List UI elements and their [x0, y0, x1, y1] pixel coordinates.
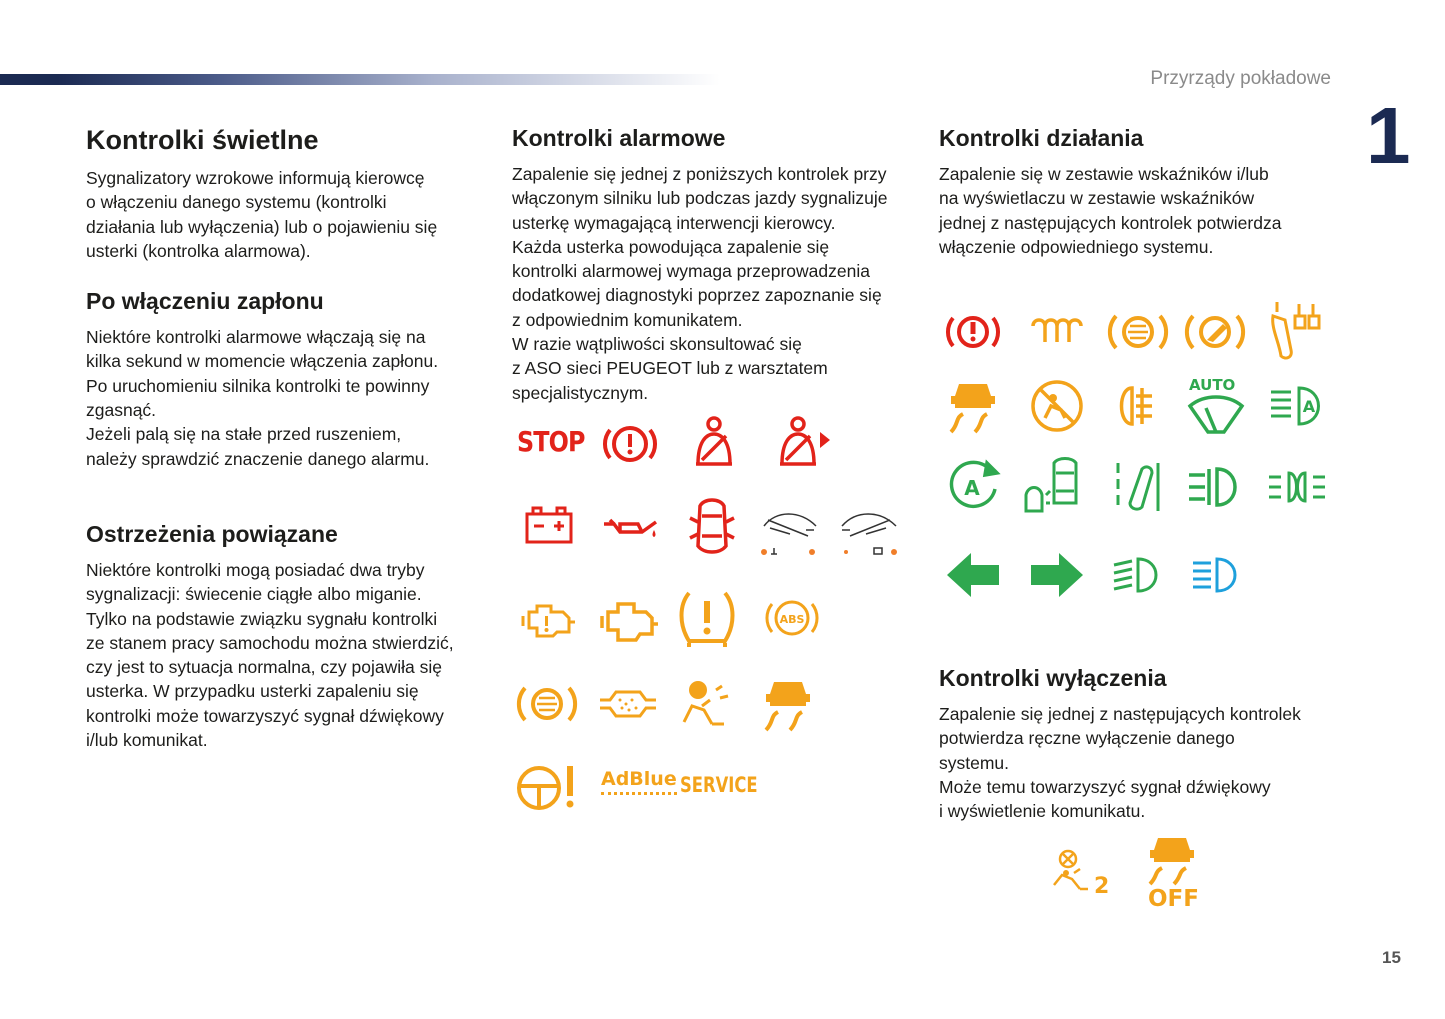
sidelights-icon	[1265, 455, 1329, 519]
page-number: 15	[1382, 948, 1401, 967]
deactivation-title: Kontrolki wyłączenia	[939, 665, 1167, 691]
tyre-pressure-icon	[675, 585, 739, 649]
airbag-off-digit: 2	[1094, 874, 1110, 899]
adblue-icon: AdBlue	[601, 768, 677, 795]
main-beam-icon	[1185, 543, 1249, 607]
warnings-text: Niektóre kontrolki mogą posiadać dwa tryby sygnalizacji: świecenie ciągłe albo miganie. Tylko na podstawie związku sygnału kontrolki ze stanem pracy samochodu można stwierdzić, czy jest to sytuacja normalna, czy pojawiła się usterka. W przypadku usterki zapaleniu się kontrolki może towarzyszyć sygnał dźwiękowy i/lub komunikat.	[86, 559, 454, 751]
blind-spot-icon	[1020, 455, 1084, 519]
coolant-temperature-icon	[756, 496, 820, 560]
column-operation	[939, 125, 1339, 259]
brake-pad-wear-icon	[515, 672, 579, 736]
passenger-seatbelt-icon	[770, 412, 834, 476]
warnings-title: Ostrzeżenia powiązane	[86, 520, 338, 547]
warning-lights-intro: Sygnalizatory wzrokowe informują kierowcę o włączeniu danego systemu (kontrolki działania lub wyłączenia) lub o pojawieniu się usterki (kontrolka alarmowa).	[86, 168, 438, 261]
brake-assist-icon	[1106, 300, 1170, 364]
preheating-icon	[1025, 300, 1089, 364]
service-icon: SERVICE	[680, 773, 758, 797]
auto-high-beam-icon	[1265, 374, 1329, 438]
engine-management-icon	[598, 588, 662, 652]
alarm-lights-title: Kontrolki alarmowe	[512, 125, 726, 151]
oil-pressure-icon	[598, 496, 662, 560]
ignition-text: Niektóre kontrolki alarmowe włączają się na kilka sekund w momencie włączenia zapłonu. Po uruchomieniu silnika kontrolki te powinny zgasnąć. Jeżeli palą się na stałe przed ruszeniem, należy sprawdzić znaczenie danego alarmu.	[86, 327, 439, 469]
airbag-icon	[676, 672, 740, 736]
airbag-off-icon	[1048, 845, 1112, 909]
auto-high-beam-letter: A	[1302, 397, 1316, 416]
deactivation-section	[939, 665, 1339, 823]
particle-filter-icon	[596, 672, 660, 736]
parking-brake-icon	[941, 300, 1005, 364]
ignition-title: Po włączeniu zapłonu	[86, 288, 324, 315]
dipped-beam-icon	[1106, 543, 1170, 607]
left-indicator-icon	[941, 543, 1005, 607]
foot-on-brake-icon	[1183, 300, 1247, 364]
operation-lights-text: Zapalenie się w zestawie wskaźników i/lub na wyświetlaczu w zestawie wskaźników jednej z następujących kontrolek potwierdza włączenie odpowiedniego systemu.	[939, 164, 1282, 257]
stop-start-letter: A	[964, 476, 980, 500]
engine-fault-icon	[517, 588, 581, 652]
rear-fog-light-icon	[1106, 374, 1170, 438]
right-indicator-icon	[1025, 543, 1089, 607]
clutch-pedal-icon	[1265, 298, 1329, 362]
brake-warning-icon	[598, 412, 662, 476]
seatbelt-icon	[680, 412, 744, 476]
auto-wiper-icon	[1184, 386, 1248, 450]
passenger-airbag-off-icon	[1025, 374, 1089, 438]
warning-lights-title: Kontrolki świetlne	[86, 125, 319, 155]
engine-oil-temperature-icon	[836, 496, 900, 560]
traction-control-icon	[941, 374, 1005, 438]
stability-control-icon	[756, 672, 820, 736]
door-open-icon	[680, 494, 744, 558]
header-gradient-bar	[0, 74, 720, 85]
front-fog-light-icon	[1183, 455, 1247, 519]
deactivation-text: Zapalenie się jednej z następujących kontrolek potwierdza ręczne wyłączenie danego systemu. Może temu towarzyszyć sygnał dźwiękowy i wyświetlenie komunikatu.	[939, 704, 1301, 822]
abs-icon	[760, 588, 824, 652]
abs-icon-label: ABS	[779, 613, 805, 626]
battery-icon	[517, 496, 581, 560]
stop-start-icon	[941, 455, 1005, 519]
traction-control-off-label: OFF	[1148, 886, 1199, 912]
lane-departure-icon	[1106, 455, 1170, 519]
alarm-lights-text: Zapalenie się jednej z poniższych kontrolek przy włączonym silniku lub podczas jazdy sygnalizuje usterkę wymagającą interwencji kierowcy. Każda usterka powodująca zapalenie się kontrolki alarmowej wymaga przeprowadzenia dodatkowej diagnostyki poprzez zapoznanie się z odpowiednim komunikatem. W razie wątpliwości skonsultować się z ASO sieci PEUGEOT lub z warsztatem specjalistycznym.	[512, 164, 888, 403]
stop-icon: STOP	[517, 425, 585, 458]
column-intro	[86, 125, 486, 752]
operation-lights-title: Kontrolki działania	[939, 125, 1144, 151]
power-steering-icon	[515, 756, 579, 820]
column-alarm	[512, 125, 912, 405]
chapter-number: 1	[1366, 91, 1411, 180]
section-title: Przyrządy pokładowe	[1150, 68, 1331, 89]
auto-wiper-label: AUTO	[1189, 376, 1236, 394]
